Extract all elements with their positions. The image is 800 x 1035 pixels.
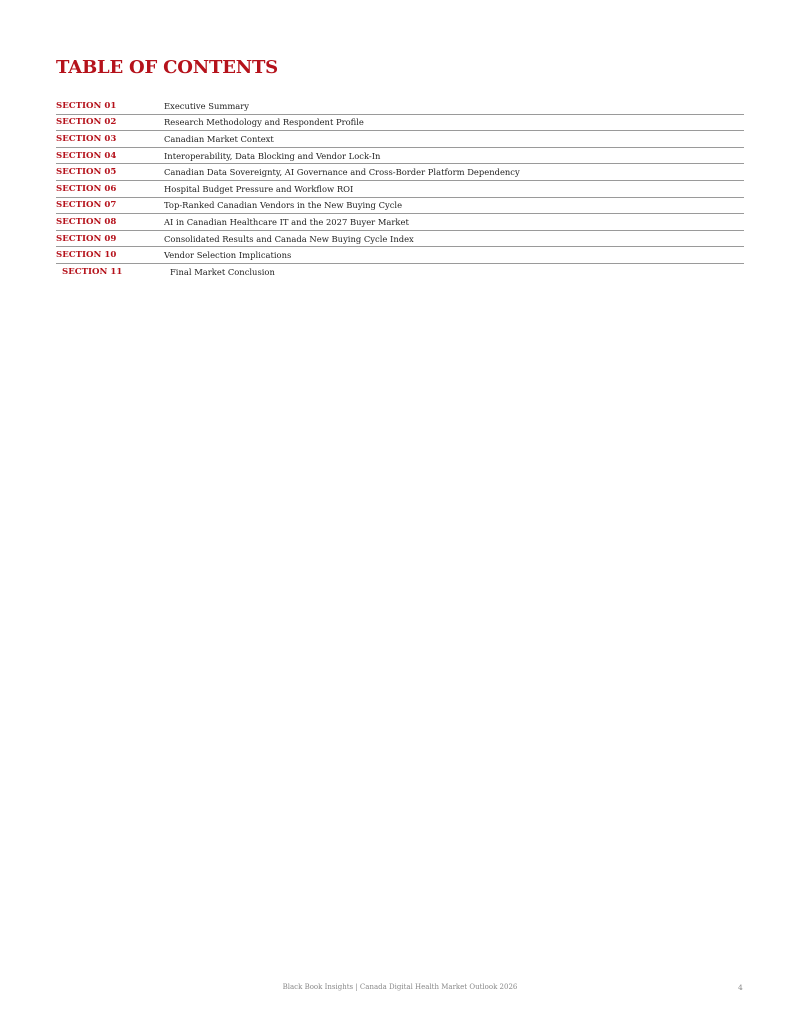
page-number: 4	[738, 983, 743, 992]
footer-text: Black Book Insights | Canada Digital Health Market Outlook 2026	[282, 983, 518, 991]
toc-row[interactable]	[56, 231, 744, 248]
section-number: SECTION 09	[56, 233, 117, 244]
toc-row[interactable]	[56, 115, 744, 132]
section-number: SECTION 02	[56, 117, 117, 128]
section-title: Hospital Budget Pressure and Workflow ROI	[164, 183, 354, 194]
section-number: SECTION 10	[56, 250, 117, 261]
section-title: Final Market Conclusion	[170, 267, 275, 278]
section-number: SECTION 11	[62, 267, 123, 278]
section-title: AI in Canadian Healthcare IT and the 2027 Buyer Market	[164, 216, 409, 227]
toc-row[interactable]	[56, 98, 744, 115]
toc-row[interactable]	[56, 148, 744, 165]
section-title: Canadian Market Context	[164, 133, 274, 144]
section-title: Canadian Data Sovereignty, AI Governance and Cross-Border Platform Dependency	[164, 167, 520, 178]
section-title: Consolidated Results and Canada New Buying Cycle Index	[164, 233, 414, 244]
toc-row[interactable]	[56, 181, 744, 198]
section-number: SECTION 01	[56, 100, 117, 111]
section-title: Top-Ranked Canadian Vendors in the New Buying Cycle	[164, 200, 403, 211]
toc-row[interactable]	[56, 264, 744, 281]
section-title: Executive Summary	[164, 100, 250, 111]
page-title: TABLE OF CONTENTS	[56, 57, 278, 78]
section-number: SECTION 06	[56, 183, 117, 194]
section-title: Interoperability, Data Blocking and Vendor Lock-In	[164, 150, 381, 161]
section-number: SECTION 03	[56, 133, 117, 144]
toc-row[interactable]	[56, 131, 744, 148]
section-title: Research Methodology and Respondent Profile	[164, 117, 364, 128]
section-number: SECTION 07	[56, 200, 117, 211]
toc-table	[56, 98, 744, 281]
section-number: SECTION 08	[56, 216, 117, 227]
toc-row[interactable]	[56, 198, 744, 215]
toc-row[interactable]	[56, 164, 744, 181]
section-title: Vendor Selection Implications	[164, 250, 292, 261]
toc-row[interactable]	[56, 247, 744, 264]
toc-row[interactable]	[56, 214, 744, 231]
section-number: SECTION 04	[56, 150, 117, 161]
section-number: SECTION 05	[56, 167, 117, 178]
